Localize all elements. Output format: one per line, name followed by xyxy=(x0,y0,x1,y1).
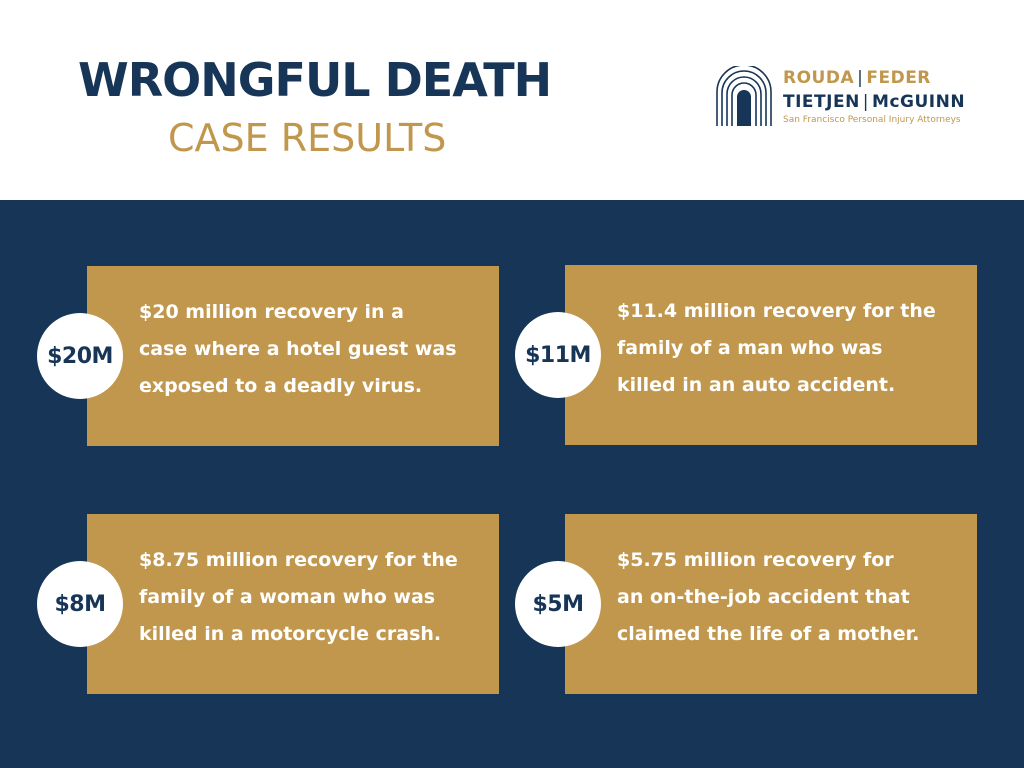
logo-name-feder: FEDER xyxy=(866,68,931,88)
logo-separator: | xyxy=(857,68,864,88)
logo-name-tietjen: TIETJEN xyxy=(783,92,860,112)
result-description: $5.75 million recovery for an on-the-job accident that claimed the life of a mother. xyxy=(617,549,920,645)
logo-line-2 xyxy=(783,92,965,112)
logo-name-rouda: ROUDA xyxy=(783,68,855,88)
result-description: $8.75 million recovery for the family of a woman who was killed in a motorcycle crash. xyxy=(139,549,458,645)
amount-badge: $8M xyxy=(37,561,123,647)
result-card xyxy=(87,514,499,694)
page-subtitle: CASE RESULTS xyxy=(168,116,447,160)
amount-badge: $11M xyxy=(515,312,601,398)
result-description: $11.4 million recovery for the family of a man who was killed in an auto accident. xyxy=(617,300,936,396)
logo-tagline: San Francisco Personal Injury Attorneys xyxy=(783,115,961,125)
header xyxy=(0,0,1024,200)
result-card xyxy=(565,265,977,445)
amount-badge: $20M xyxy=(37,313,123,399)
page-title: WRONGFUL DEATH xyxy=(78,53,552,107)
logo-name-mcguinn: McGUINN xyxy=(872,92,966,112)
logo-line-1 xyxy=(783,68,931,88)
result-description: $20 million recovery in a case where a hotel guest was exposed to a deadly virus. xyxy=(139,301,457,397)
result-card xyxy=(565,514,977,694)
logo-separator: | xyxy=(862,92,870,112)
firm-logo xyxy=(713,66,1003,128)
result-card xyxy=(87,266,499,446)
amount-badge: $5M xyxy=(515,561,601,647)
arch-emblem-icon xyxy=(713,66,775,128)
